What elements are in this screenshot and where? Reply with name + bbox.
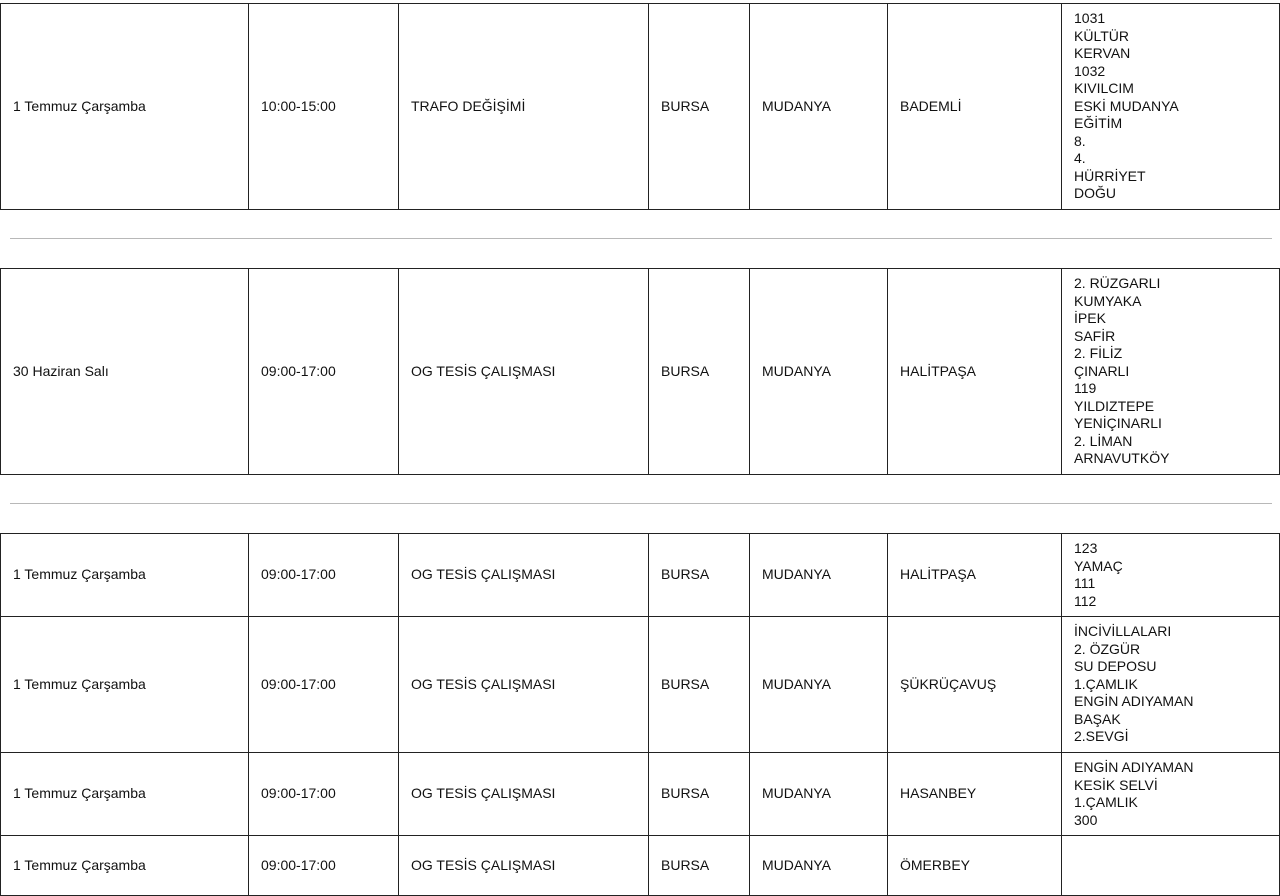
reason-cell: OG TESİS ÇALIŞMASI — [399, 269, 649, 475]
date-cell: 1 Temmuz Çarşamba — [1, 753, 249, 836]
street-item: İPEK — [1074, 310, 1106, 327]
district-cell: MUDANYA — [750, 534, 888, 617]
date-cell: 1 Temmuz Çarşamba — [1, 836, 249, 896]
time-cell: 09:00-17:00 — [249, 836, 399, 896]
reason-cell: TRAFO DEĞİŞİMİ — [399, 4, 649, 210]
city-cell: BURSA — [649, 617, 750, 753]
street-item: 2. RÜZGARLI — [1074, 275, 1161, 292]
section-divider — [10, 238, 1272, 239]
table-row — [1, 617, 1280, 753]
city-cell: BURSA — [649, 534, 750, 617]
street-item: ESKİ MUDANYA — [1074, 97, 1179, 114]
district-cell: MUDANYA — [750, 4, 888, 210]
street-item: BAŞAK — [1074, 710, 1121, 727]
streets-cell — [1062, 753, 1280, 836]
streets-cell — [1062, 836, 1280, 896]
street-item: ÇINARLI — [1074, 362, 1130, 379]
streets-cell — [1062, 617, 1280, 753]
date-cell: 1 Temmuz Çarşamba — [1, 534, 249, 617]
city-cell: BURSA — [649, 836, 750, 896]
date-cell: 1 Temmuz Çarşamba — [1, 4, 249, 210]
street-item: KÜLTÜR — [1074, 27, 1129, 44]
street-item: SU DEPOSU — [1074, 658, 1157, 675]
table-row — [1, 753, 1280, 836]
table-row — [1, 269, 1280, 475]
neighborhood-cell: ÖMERBEY — [888, 836, 1062, 896]
street-item: İNCİVİLLALARI — [1074, 623, 1172, 640]
street-item: 2. FİLİZ — [1074, 345, 1123, 362]
street-item: 1.ÇAMLIK — [1074, 675, 1138, 692]
outage-table-1 — [0, 3, 1280, 210]
street-item: YAMAÇ — [1074, 557, 1123, 574]
section-divider — [10, 503, 1272, 504]
district-cell: MUDANYA — [750, 269, 888, 475]
street-item: KUMYAKA — [1074, 292, 1142, 309]
time-cell: 09:00-17:00 — [249, 617, 399, 753]
time-cell: 09:00-17:00 — [249, 534, 399, 617]
street-item: 1031 — [1074, 10, 1106, 27]
reason-cell: OG TESİS ÇALIŞMASI — [399, 534, 649, 617]
street-item: ENGİN ADIYAMAN — [1074, 693, 1194, 710]
table-row — [1, 836, 1280, 896]
district-cell: MUDANYA — [750, 836, 888, 896]
street-item: 111 — [1074, 575, 1096, 591]
reason-cell: OG TESİS ÇALIŞMASI — [399, 836, 649, 896]
city-cell: BURSA — [649, 269, 750, 475]
neighborhood-cell: HALİTPAŞA — [888, 269, 1062, 475]
street-item: 4. — [1074, 150, 1086, 167]
street-item: KESİK SELVİ — [1074, 776, 1158, 793]
streets-cell — [1062, 534, 1280, 617]
district-cell: MUDANYA — [750, 753, 888, 836]
street-item: 2. LİMAN — [1074, 432, 1133, 449]
street-item: 119 — [1074, 380, 1097, 397]
district-cell: MUDANYA — [750, 617, 888, 753]
street-item: EĞİTİM — [1074, 115, 1123, 132]
city-cell: BURSA — [649, 4, 750, 210]
street-item: 8. — [1074, 132, 1086, 149]
street-item: 2. ÖZGÜR — [1074, 640, 1141, 657]
time-cell: 09:00-17:00 — [249, 753, 399, 836]
outage-table-2 — [0, 268, 1280, 475]
street-item: 1032 — [1074, 62, 1106, 79]
street-item: KERVAN — [1074, 45, 1131, 62]
street-item: SAFİR — [1074, 327, 1116, 344]
reason-cell: OG TESİS ÇALIŞMASI — [399, 753, 649, 836]
outage-table-3 — [0, 533, 1280, 896]
street-item: YILDIZTEPE — [1074, 397, 1155, 414]
street-item: 112 — [1074, 592, 1097, 609]
street-item: ARNAVUTKÖY — [1074, 450, 1170, 467]
street-item: 300 — [1074, 811, 1098, 828]
table-row — [1, 534, 1280, 617]
neighborhood-cell: BADEMLİ — [888, 4, 1062, 210]
streets-cell — [1062, 4, 1280, 210]
neighborhood-cell: HASANBEY — [888, 753, 1062, 836]
street-item: 123 — [1074, 540, 1098, 556]
neighborhood-cell: ŞÜKRÜÇAVUŞ — [888, 617, 1062, 753]
date-cell: 1 Temmuz Çarşamba — [1, 617, 249, 753]
street-item: KIVILCIM — [1074, 80, 1134, 97]
time-cell: 09:00-17:00 — [249, 269, 399, 475]
street-item: 1.ÇAMLIK — [1074, 794, 1138, 810]
street-item: 2.SEVGİ — [1074, 728, 1129, 745]
street-item: ENGİN ADIYAMAN — [1074, 759, 1194, 775]
reason-cell: OG TESİS ÇALIŞMASI — [399, 617, 649, 753]
street-item: HÜRRİYET — [1074, 167, 1146, 184]
table-row — [1, 4, 1280, 210]
city-cell: BURSA — [649, 753, 750, 836]
time-cell: 10:00-15:00 — [249, 4, 399, 210]
neighborhood-cell: HALİTPAŞA — [888, 534, 1062, 617]
street-item: YENİÇINARLI — [1074, 415, 1162, 432]
street-item: DOĞU — [1074, 185, 1116, 202]
date-cell: 30 Haziran Salı — [1, 269, 249, 475]
streets-cell — [1062, 269, 1280, 475]
